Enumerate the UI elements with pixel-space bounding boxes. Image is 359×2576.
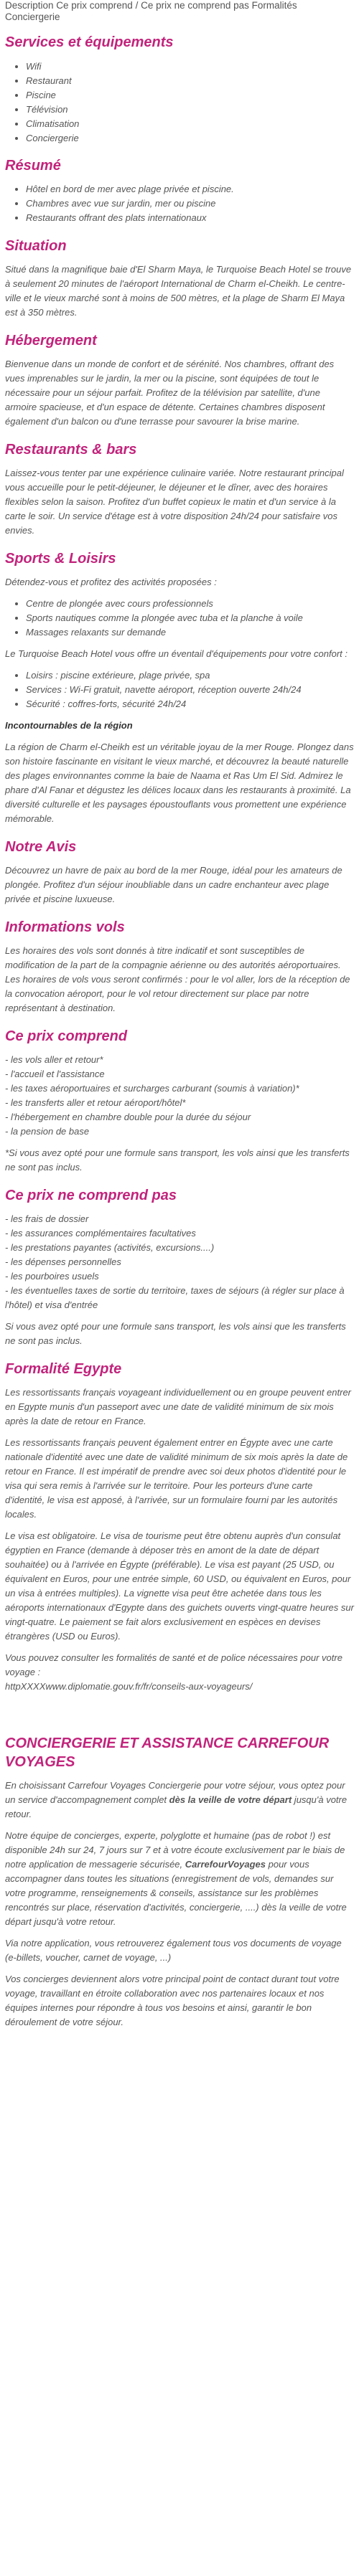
conciergerie-text-4: Vos concierges deviennent alors votre principal point de contact durant tout votre voyage, travaillant en étroite collaboration avec nos partenaires locaux et nos équipes internes pour répondre à tous vos besoins et ainsi, garantir le bon déroulement de votre séjour. [5, 1974, 340, 2027]
list-item: - les assurances complémentaires facultatives [5, 1228, 196, 1239]
restaurants-text: Laissez-vous tenter par une expérience culinaire variée. Notre restaurant principal vous accueille pour le petit-déjeuner, le déjeuner et le dîner, avec des horaires flexibles selon la saison. Profitez d'un buffet copieux le matin et d'un service à la carte le soir. Un service d'étage est à votre disposition 24h/24 pour satisfaire vos envies. [5, 468, 344, 536]
list-item: • Climatisation [26, 117, 354, 131]
list-item: - les frais de dossier [5, 1213, 89, 1224]
list-item: - les transferts aller et retour aéroport/hôtel* [5, 1097, 186, 1108]
description-tabs: Description Ce prix comprend / Ce prix ne comprend pas Formalités Conciergerie [5, 0, 297, 22]
list-item: - la pension de base [5, 1126, 90, 1137]
conciergerie-text-1 [5, 1779, 354, 1822]
list-item: - l'accueil et l'assistance [5, 1069, 105, 1079]
sports-intro: Détendez-vous et profitez des activités proposées : [5, 577, 217, 587]
conciergerie-text-3: Via notre application, vous retrouverez également tous vos documents de voyage (e-billets, voucher, carnet de voyage, ...) [5, 1938, 342, 1963]
situation-text: Situé dans la magnifique baie d'El Sharm Maya, le Turquoise Beach Hotel se trouve à seulement 20 minutes de l'aéroport International de Charm el-Cheikh. Le centre-ville et le vieux marché sont à moins de 500 mètres, et la plage de Sharm El Maya est à 350 mètres. [5, 264, 352, 318]
services-list [5, 60, 354, 146]
comprend-note: *Si vous avez opté pour une formule sans transport, les vols ainsi que les transferts ne sont pas inclus. [5, 1147, 350, 1173]
conciergerie-text-2 [5, 1829, 354, 1929]
list-item: - les vols aller et retour* [5, 1054, 103, 1065]
list-item: • Sports nautiques comme la plongée avec tuba et la planche à voile [26, 611, 354, 625]
vols-text-1: Les horaires des vols sont donnés à titre indicatif et sont susceptibles de modification de la part de la compagnie aérienne ou des autorités aéroportuaires. [5, 945, 341, 970]
comprend-list [5, 1053, 354, 1139]
vols-title: Informations vols [5, 919, 125, 935]
conciergerie-text-1a: En choisissant Carrefour Voyages Conciergerie pour votre séjour, vous optez pour un service d'accompagnement complet [5, 1780, 345, 1805]
ne-comprend-note: Si vous avez opté pour une formule sans transport, les vols ainsi que les transferts ne sont pas inclus. [5, 1321, 346, 1346]
vols-text-2: Les horaires de vols vous seront confirmés : pour le vol aller, lors de la réception de la convocation aéroport, pour le vol retour directement sur place par notre représentant à destination. [5, 974, 350, 1013]
list-item: - les éventuelles taxes de sortie du territoire, taxes de séjours (à régler sur place à l'hôtel) et visa d'entrée [5, 1285, 345, 1310]
region-text: La région de Charm el-Cheikh est un véritable joyau de la mer Rouge. Plongez dans son histoire fascinante en visitant le vieux marché, et découvrez la beauté naturelle des plages environnantes comme la baie de Naama et Ras Um El Sid. Admirez le phare d'Al Fanar et dégustez les délices locaux dans les restaurants à proximité. La diversité culturelle et les paysages époustouflants vous promettent une expérience mémorable. [5, 742, 354, 824]
avis-text: Découvrez un havre de paix au bord de la mer Rouge, idéal pour les amateurs de plongée. Profitez d'un séjour inoubliable dans un cadre enchanteur avec plage privée et piscine luxueuse. [5, 865, 342, 904]
list-item: • Piscine [26, 88, 354, 103]
formalite-link[interactable]: httpXXXXwww.diplomatie.gouv.fr/fr/conseils-aux-voyageurs/ [5, 1681, 253, 1692]
formalite-text-2: Les ressortissants français peuvent également entrer en Égypte avec une carte nationale d'identité avec une date de validité minimum de six mois après la date de retour en France. Il est impératif de prendre avec soi deux photos d'identité pour le visa qui sera remis à l'arrivée sur le territoire. Pour les porteurs d'une carte d'identité, le visa est apposé, à l'arrivée, sur un formulaire fourni par les autorités locales. [5, 1437, 348, 1520]
situation-title: Situation [5, 238, 67, 254]
conciergerie-highlight: dès la veille de votre départ [169, 1794, 292, 1805]
list-item: • Restaurant [26, 74, 354, 88]
conciergerie-app-name: CarrefourVoyages [185, 1859, 266, 1870]
equipment-list [5, 668, 354, 711]
list-item: • Wifi [26, 60, 354, 74]
list-item: - les prestations payantes (activités, excursions....) [5, 1242, 215, 1253]
conciergerie-text-2a: Notre équipe de concierges, experte, polyglotte et humaine (pas de robot !) est disponible 24h sur 24, 7 jours sur 7 et à votre écoute exclusivement par le biais de notre application de messagerie sécurisée, [5, 1830, 345, 1870]
avis-title: Notre Avis [5, 839, 77, 855]
equipment-intro: Le Turquoise Beach Hotel vous offre un éventail d'équipements pour votre confort : [5, 648, 348, 659]
resume-list [5, 182, 354, 225]
list-item: • Loisirs : piscine extérieure, plage privée, spa [26, 668, 354, 683]
ne-comprend-list [5, 1212, 354, 1312]
formalite-text-3: Le visa est obligatoire. Le visa de tourisme peut être obtenu auprès d'un consulat égyptien en France (demande à déposer très en amont de la date de départ souhaitée) ou à l'arrivée en Égypte (préférable). Le visa est payant (25 USD, ou équivalent en Euros, pour une entrée simple, 60 USD, ou équivalent en Euros, pour un visa à entrées multiples). La vignette visa peut être achetée dans tous les aéroports internationaux d'Egypte dans des guichets ouverts vingt-quatre heures sur vingt-quatre. Le paiement se fait alors exclusivement en espèces en devises étrangères (USD ou Euros). [5, 1530, 354, 1642]
list-item: - l'hébergement en chambre double pour la durée du séjour [5, 1112, 251, 1122]
list-item: - les taxes aéroportuaires et surcharges carburant (soumis à variation)* [5, 1083, 299, 1094]
region-title: Incontournables de la région [5, 720, 133, 731]
conciergerie-text-1c: jusqu'à votre retour. [5, 1794, 348, 1819]
list-item: • Sécurité : coffres-forts, sécurité 24h/24 [26, 697, 354, 711]
formalite-text-1: Les ressortissants français voyageant individuellement ou en groupe peuvent entrer en Egypte munis d'un passeport avec une date de validité minimum de six mois après la date de retour en France. [5, 1387, 352, 1426]
activities-list [5, 597, 354, 640]
services-title: Services et équipements [5, 34, 174, 50]
list-item: - les dépenses personnelles [5, 1256, 121, 1267]
formalite-text-4: Vous pouvez consulter les formalités de santé et de police nécessaires pour votre voyage : [5, 1652, 342, 1677]
list-item: - les pourboires usuels [5, 1271, 99, 1282]
conciergerie-text-2c: pour vous accompagner dans toutes les situations (enregistrement de vols, demandes sur votre programme, renseignements & conseils, assistance sur les problèmes rencontrés sur place, réservation d'activités, conciergerie, ....) dès la veille de votre départ jusqu'à votre retour. [5, 1859, 347, 1927]
list-item: • Hôtel en bord de mer avec plage privée et piscine. [26, 182, 354, 196]
resume-title: Résumé [5, 158, 61, 174]
list-item: • Conciergerie [26, 131, 354, 146]
list-item: • Services : Wi-Fi gratuit, navette aéroport, réception ouverte 24h/24 [26, 683, 354, 697]
list-item: • Chambres avec vue sur jardin, mer ou piscine [26, 196, 354, 211]
list-item: • Télévision [26, 103, 354, 117]
ne-comprend-title: Ce prix ne comprend pas [5, 1188, 177, 1203]
list-item: • Centre de plongée avec cours professionnels [26, 597, 354, 611]
formalite-title: Formalité Egypte [5, 1361, 122, 1377]
comprend-title: Ce prix comprend [5, 1028, 128, 1044]
conciergerie-title: CONCIERGERIE ET ASSISTANCE CARREFOUR VOYAGES [5, 1736, 330, 1770]
hebergement-text: Bienvenue dans un monde de confort et de sérénité. Nos chambres, offrant des vues imprenables sur le jardin, la mer ou la piscine, sont équipées de tout le nécessaire pour un séjour parfait. Profitez de la télévision par satellite, d'une armoire spacieuse, et d'un espace de détente. Certaines chambres disposent également d'un balcon ou d'une terrasse pour savourer la brise marine. [5, 359, 335, 427]
restaurants-title: Restaurants & bars [5, 442, 137, 458]
hebergement-title: Hébergement [5, 333, 97, 349]
sports-title: Sports & Loisirs [5, 551, 116, 567]
list-item: • Restaurants offrant des plats internationaux [26, 211, 354, 225]
list-item: • Massages relaxants sur demande [26, 625, 354, 640]
